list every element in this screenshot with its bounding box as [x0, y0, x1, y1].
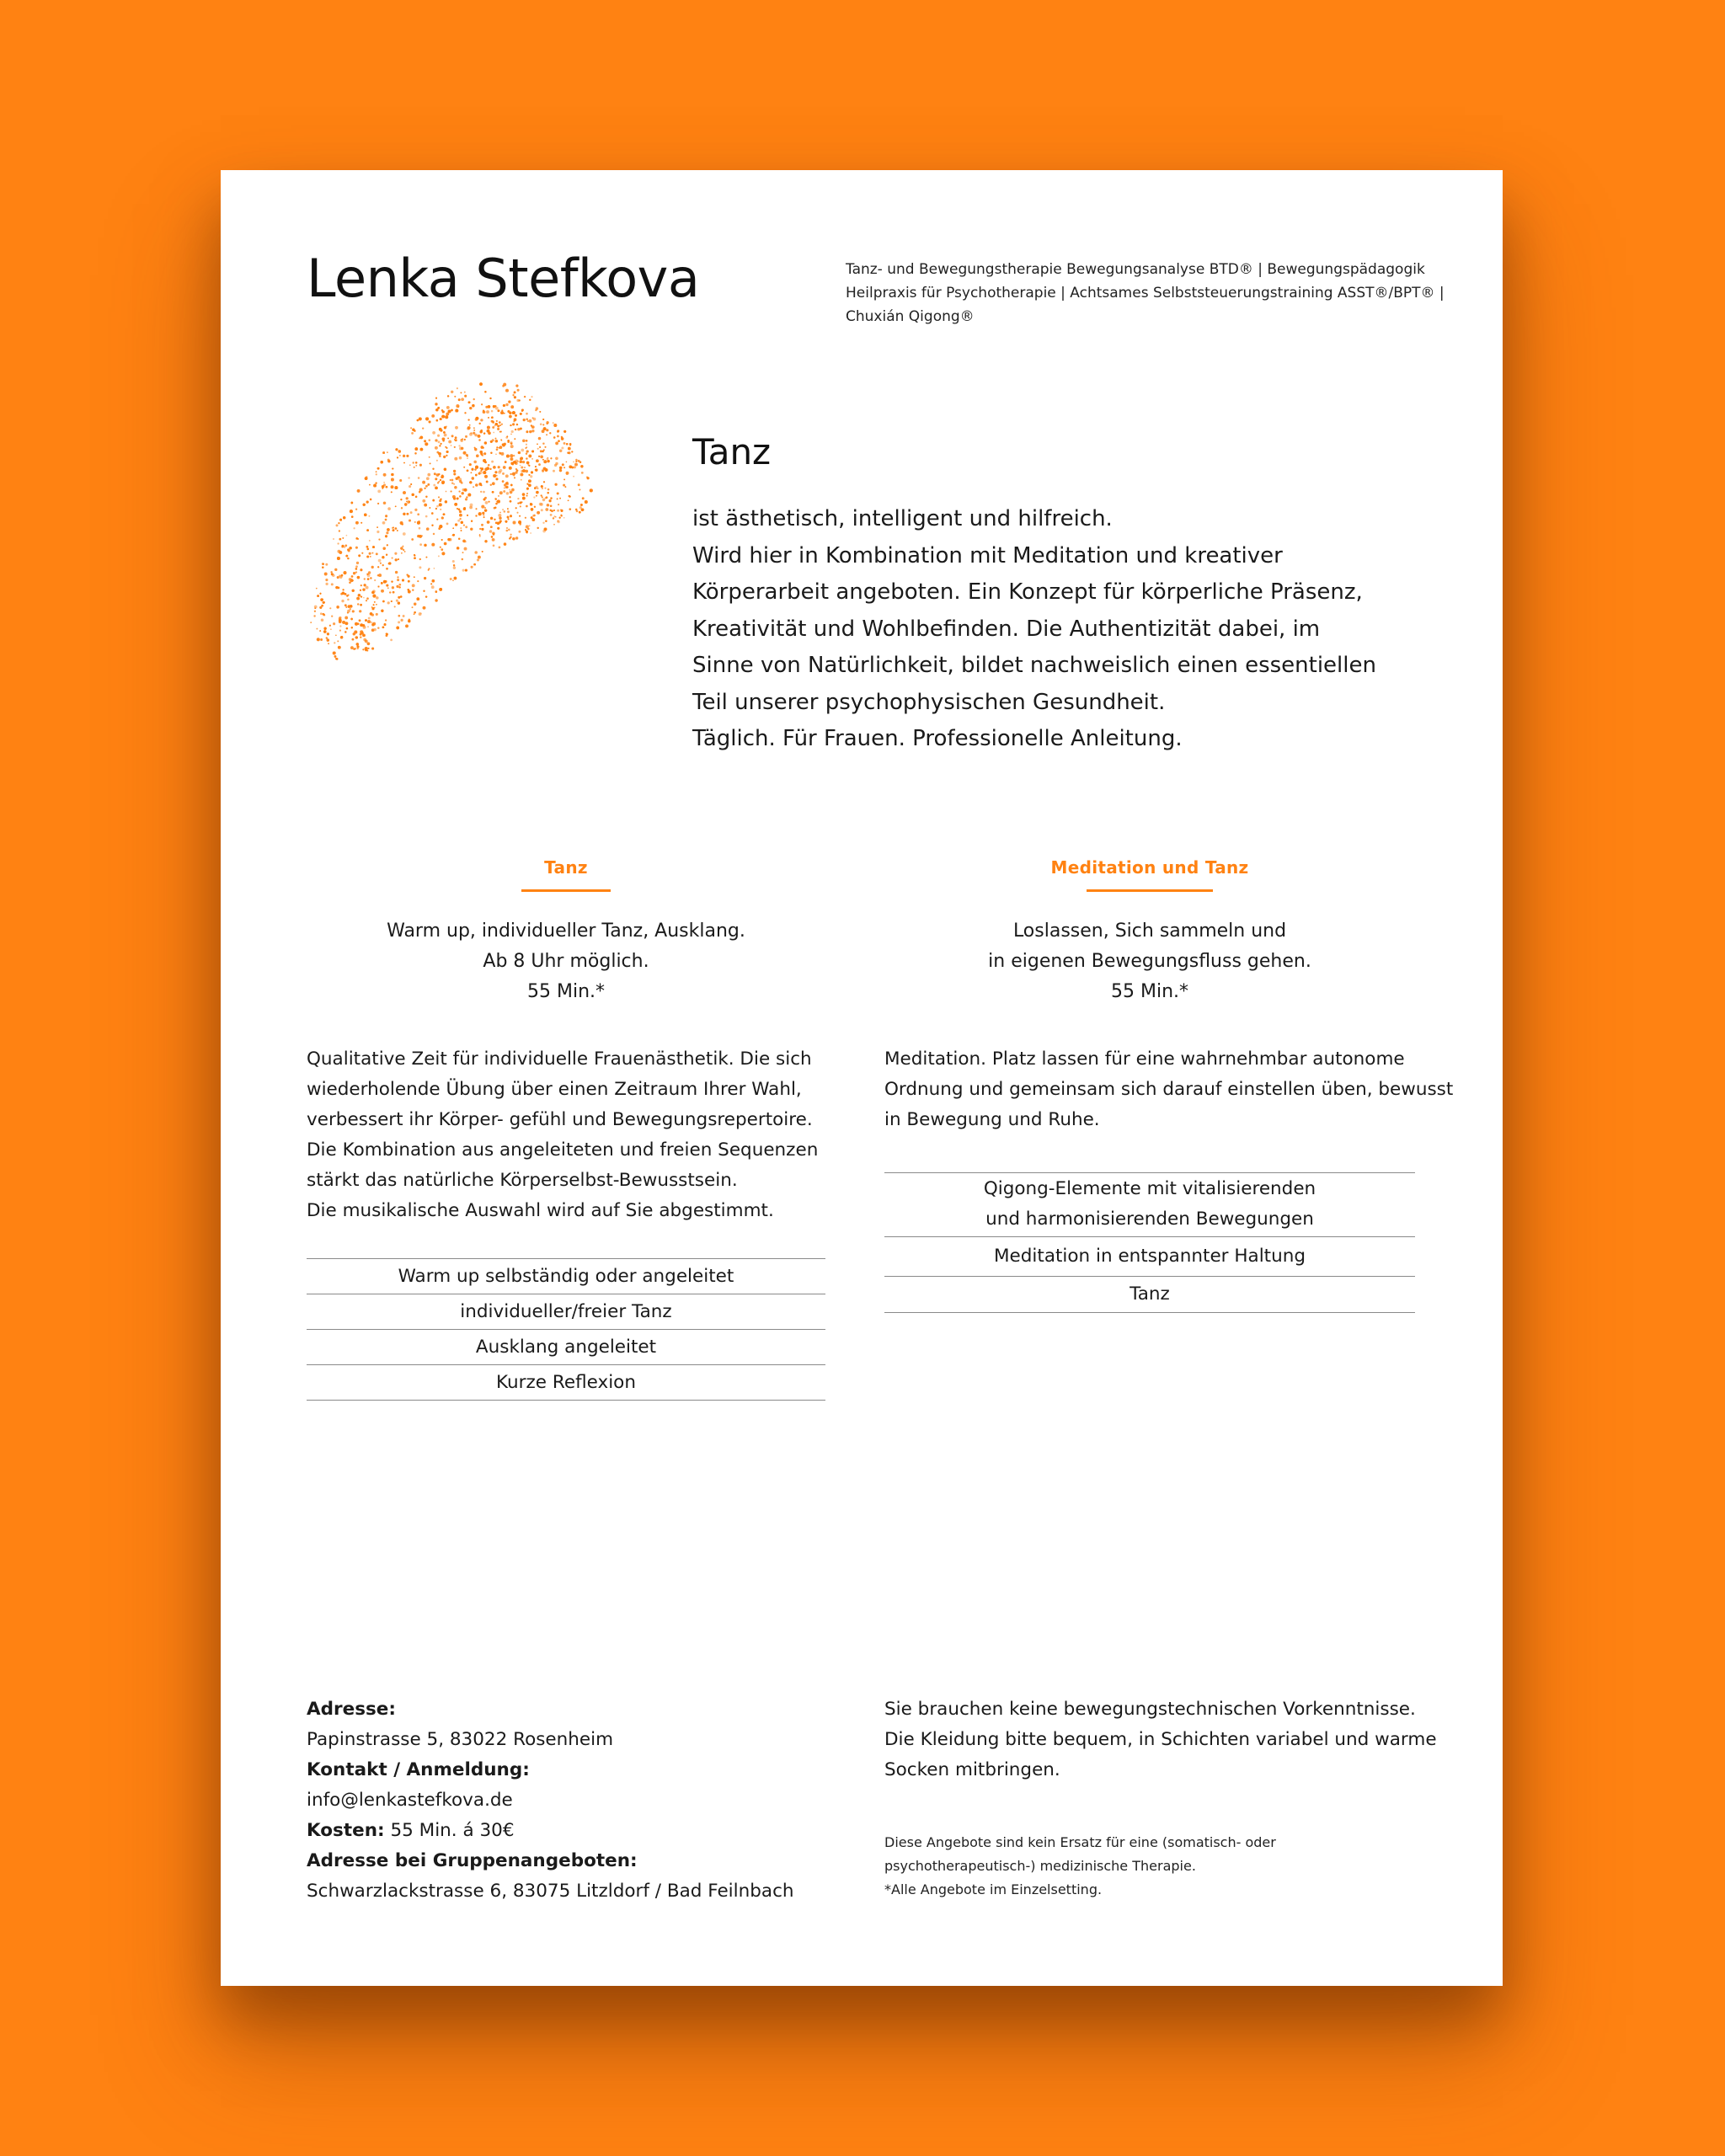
group-address-label: Adresse bei Gruppenangeboten: — [307, 1850, 638, 1871]
left-column-description — [307, 1044, 846, 1226]
summary-line: 55 Min.* — [526, 981, 606, 1002]
intro-line: Sinne von Natürlichkeit, bildet nachweislich einen essentiellen — [692, 653, 1376, 678]
disclaimer-line: psychotherapeutisch-) medizinische Therapie. — [884, 1858, 1196, 1874]
list-item — [307, 1330, 825, 1365]
list-item-text: Meditation in entspannter Haltung — [994, 1246, 1306, 1267]
flyer-page — [221, 170, 1503, 1986]
left-column-heading-text: Tanz — [544, 857, 588, 878]
description-line: Die musikalische Auswahl wird auf Sie abgestimmt. — [307, 1200, 774, 1221]
list-item — [307, 1294, 825, 1330]
qualifications-tagline — [846, 258, 1452, 328]
intro-line: Kreativität und Wohlbefinden. Die Authentizität dabei, im — [692, 616, 1321, 642]
intro-paragraph — [692, 501, 1383, 758]
address-text: Papinstrasse 5, 83022 Rosenheim — [307, 1729, 614, 1750]
description-line: Die Kombination aus angeleiteten und freien Sequenzen — [307, 1139, 819, 1161]
list-item-text: Ausklang angeleitet — [475, 1337, 657, 1358]
list-item-text: Qigong-Elemente mit vitalisierenden — [983, 1178, 1316, 1199]
description-line: stärkt das natürliche Körperselbst-Bewusstsein. — [307, 1170, 738, 1191]
requirements-note — [884, 1694, 1466, 1785]
note-line: Die Kleidung bitte bequem, in Schichten variabel und warme — [884, 1729, 1437, 1750]
description-line: wiederholende Übung über einen Zeitraum Ihrer Wahl, — [307, 1079, 802, 1100]
tagline-line: Chuxián Qigong® — [846, 308, 975, 325]
left-column-list — [307, 1258, 825, 1401]
list-item — [884, 1277, 1415, 1313]
list-item — [307, 1365, 825, 1401]
list-item-text: Kurze Reflexion — [496, 1372, 636, 1393]
right-column-description — [884, 1044, 1454, 1135]
list-item — [884, 1173, 1415, 1237]
description-line: Meditation. Platz lassen für eine wahrnehmbar autonome — [884, 1049, 1405, 1070]
summary-line: in eigenen Bewegungsfluss gehen. — [988, 951, 1311, 972]
description-line: verbessert ihr Körper- gefühl und Bewegungsrepertoire. — [307, 1109, 813, 1130]
disclaimer-line: *Alle Angebote im Einzelsetting. — [884, 1881, 1103, 1897]
list-item — [307, 1259, 825, 1294]
list-item-text: Warm up selbständig oder angeleitet — [398, 1266, 734, 1287]
left-column-heading — [307, 857, 825, 892]
summary-line: Warm up, individueller Tanz, Ausklang. — [387, 921, 745, 942]
description-line: in Bewegung und Ruhe. — [884, 1109, 1100, 1130]
list-item-text: individueller/freier Tanz — [460, 1301, 672, 1322]
summary-line: Loslassen, Sich sammeln und — [1012, 921, 1287, 942]
description-line: Ordnung und gemeinsam sich darauf einstellen üben, bewusst — [884, 1079, 1454, 1100]
tagline-line: Heilpraxis für Psychotherapie | Achtsames Selbststeuerungstraining ASST®/BPT® | — [846, 285, 1445, 302]
heading-underline — [1087, 889, 1213, 892]
intro-line: Täglich. Für Frauen. Professionelle Anleitung. — [692, 726, 1183, 751]
group-address-text: Schwarzlackstrasse 6, 83075 Litzldorf / Bad Feilnbach — [307, 1881, 794, 1902]
disclaimer — [884, 1831, 1466, 1902]
intro-line: Teil unserer psychophysischen Gesundheit. — [692, 689, 1166, 715]
summary-line: Ab 8 Uhr möglich. — [483, 951, 649, 972]
contact-label: Kontakt / Anmeldung: — [307, 1759, 530, 1780]
contact-block — [307, 1694, 846, 1907]
disclaimer-line: Diese Angebote sind kein Ersatz für eine (somatisch- oder — [884, 1834, 1276, 1850]
list-item — [884, 1237, 1415, 1277]
cost-label: Kosten: — [307, 1820, 385, 1841]
description-line: Qualitative Zeit für individuelle Frauenästhetik. Die sich — [307, 1049, 812, 1070]
intro-line: Körperarbeit angeboten. Ein Konzept für körperliche Präsenz, — [692, 579, 1363, 605]
orange-stipple-blob-icon — [298, 351, 635, 705]
cost-value: 55 Min. á 30€ — [384, 1820, 515, 1841]
list-item-text: Tanz — [1130, 1283, 1170, 1305]
right-column-summary — [884, 916, 1415, 1007]
address-label: Adresse: — [307, 1699, 396, 1720]
page-title: Lenka Stefkova — [307, 248, 700, 309]
note-line: Socken mitbringen. — [884, 1759, 1060, 1780]
intro-line: ist ästhetisch, intelligent und hilfreich. — [692, 506, 1113, 531]
summary-line: 55 Min.* — [1110, 981, 1189, 1002]
list-item-text: und harmonisierenden Bewegungen — [985, 1209, 1314, 1230]
tagline-line: Tanz- und Bewegungstherapie Bewegungsanalyse BTD® | Bewegungspädagogik — [846, 261, 1425, 278]
right-column-heading — [884, 857, 1415, 892]
note-line: Sie brauchen keine bewegungstechnischen Vorkenntnisse. — [884, 1699, 1416, 1720]
contact-email: info@lenkastefkova.de — [307, 1790, 513, 1811]
left-column-summary — [307, 916, 825, 1007]
right-column-list — [884, 1172, 1415, 1313]
heading-underline — [521, 889, 611, 892]
intro-line: Wird hier in Kombination mit Meditation und kreativer — [692, 542, 1283, 568]
right-column-heading-text: Meditation und Tanz — [1050, 857, 1249, 878]
intro-heading: Tanz — [692, 431, 772, 472]
